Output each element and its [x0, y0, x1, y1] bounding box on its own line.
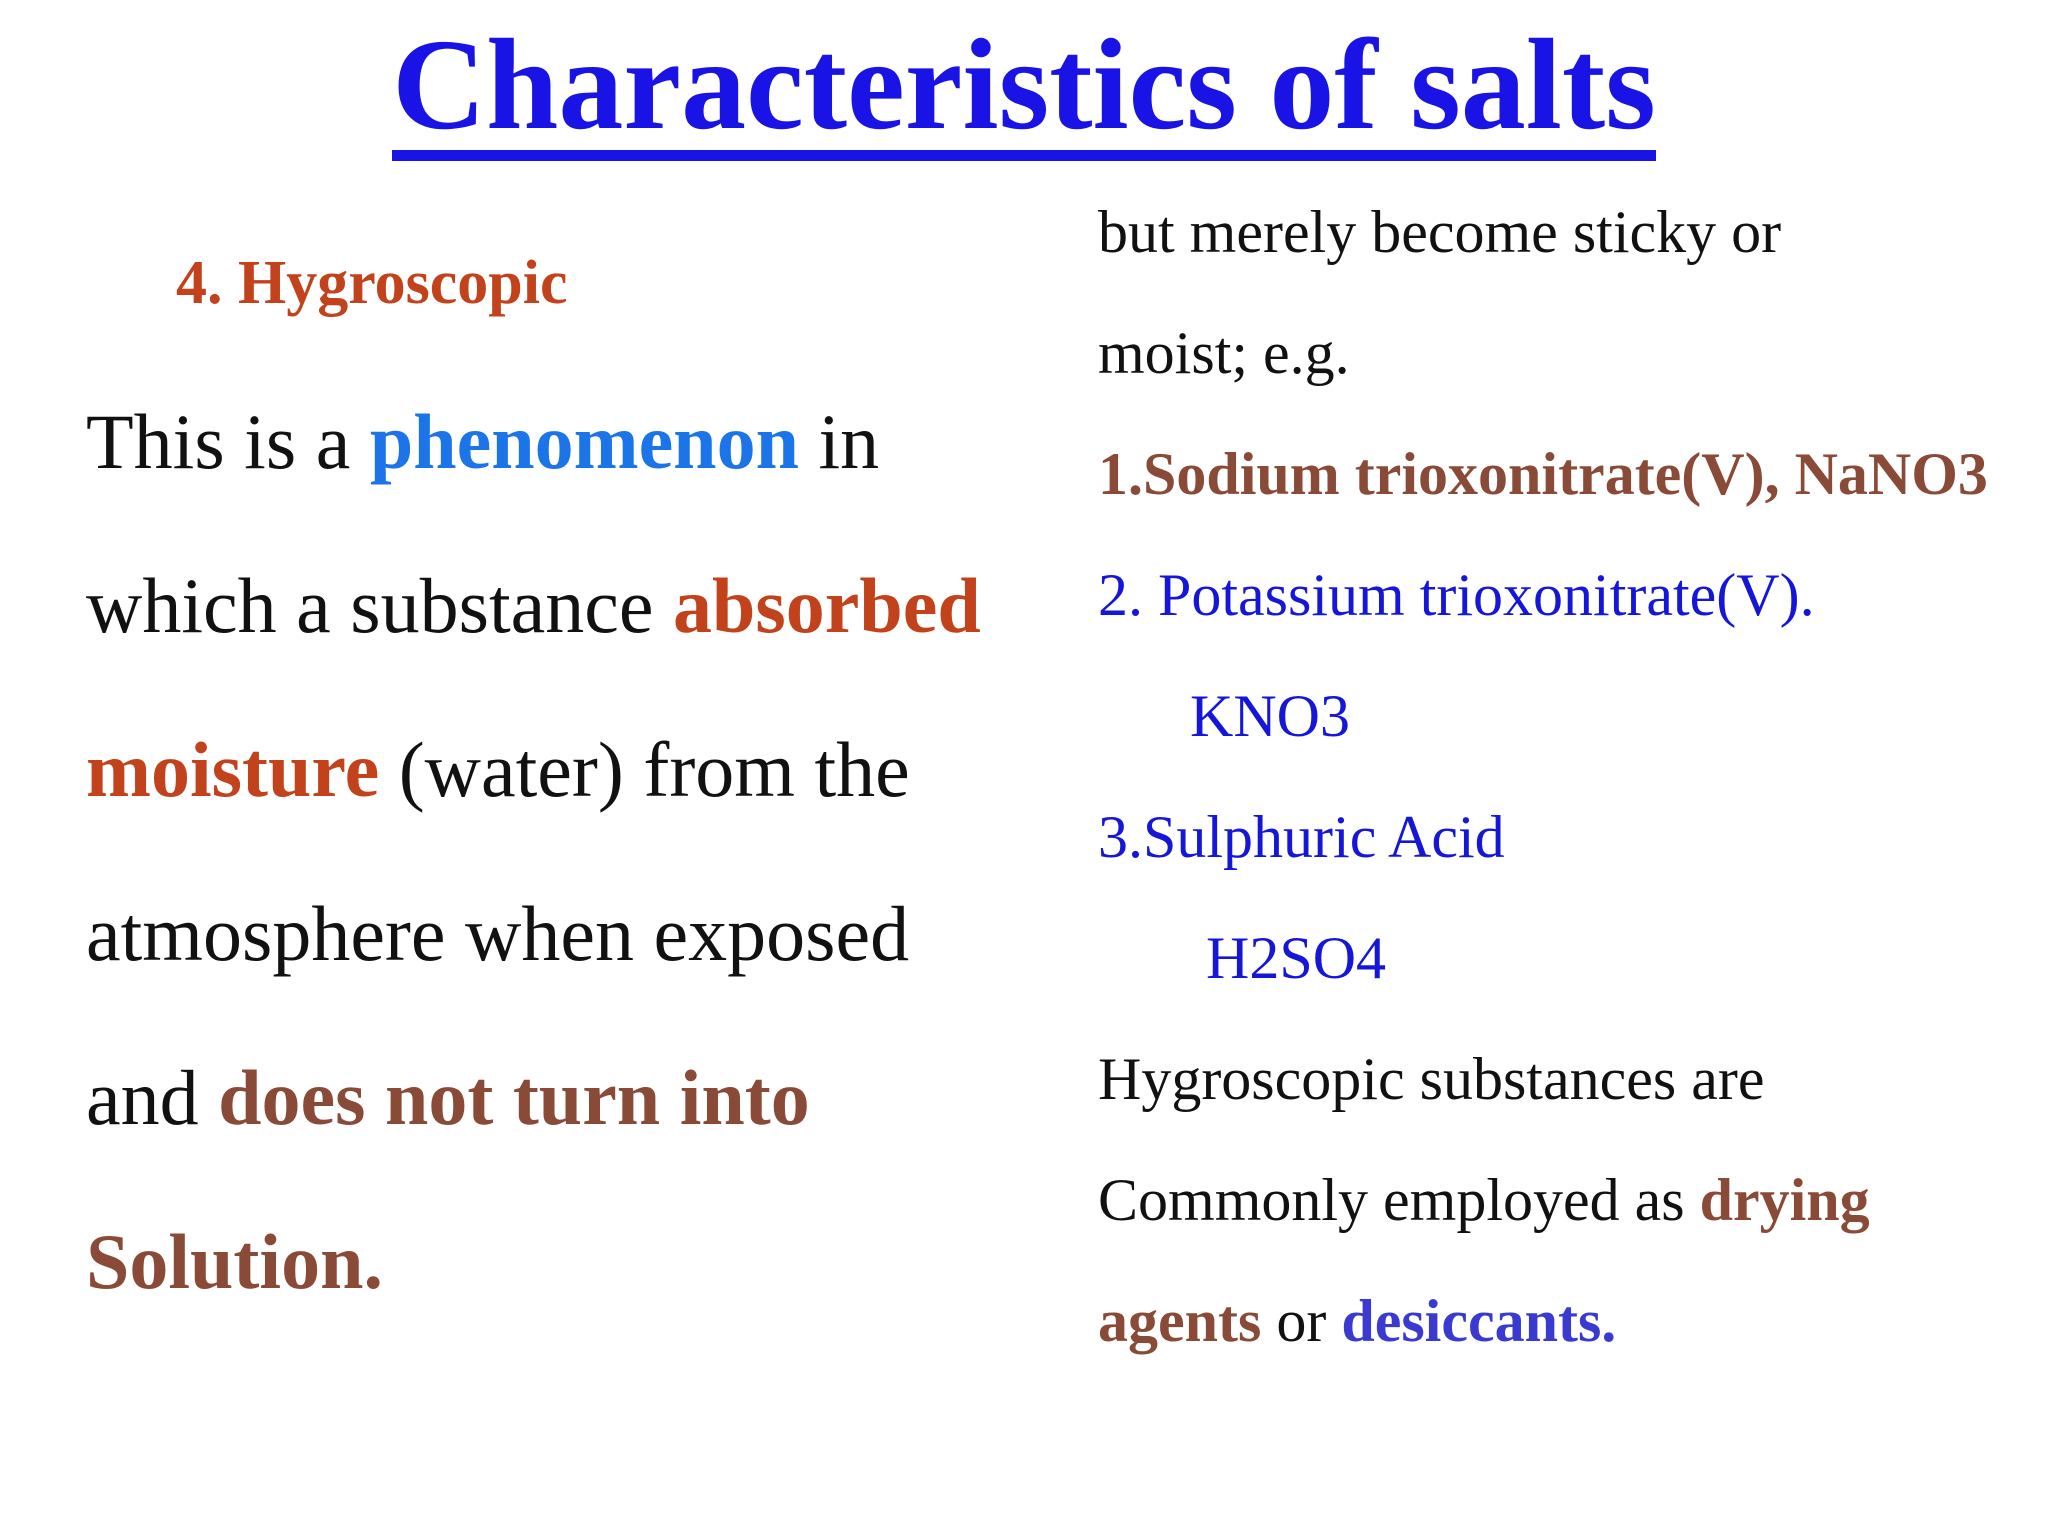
example-3: 3.Sulphuric Acid — [1098, 804, 1505, 870]
slide-title — [0, 14, 2048, 161]
continuation-line-2: moist; e.g. — [1098, 320, 1350, 386]
definition-line-4: atmosphere when exposed — [86, 890, 910, 977]
definition-line-3 — [86, 688, 1046, 852]
keyword-solution: Solution. — [86, 1218, 383, 1305]
examples-column — [1098, 172, 2038, 1382]
conclusion-line-3 — [1098, 1261, 2038, 1382]
keyword-phenomenon: phenomenon — [369, 398, 799, 485]
keyword-does-not-turn-into: does not turn into — [218, 1054, 810, 1141]
text-run: Commonly employed as — [1098, 1167, 1700, 1233]
text-run: This is a — [86, 398, 370, 485]
example-2-formula: KNO3 — [1190, 683, 1350, 749]
example-3-formula: H2SO4 — [1206, 925, 1387, 991]
definition-line-2 — [86, 524, 1046, 688]
text-run: in — [798, 398, 880, 485]
text-run: (water) from the — [379, 726, 910, 813]
example-2: 2. Potassium trioxonitrate(V). — [1098, 562, 1815, 628]
text-run: or — [1261, 1288, 1342, 1354]
slide-title-text: Characteristics of salts — [392, 20, 1656, 161]
conclusion-line-2 — [1098, 1140, 2038, 1261]
continuation-line-1: but merely become sticky or — [1098, 199, 1782, 265]
definition-paragraph — [86, 360, 1046, 1344]
keyword-agents: agents — [1098, 1288, 1262, 1354]
definition-line-1 — [86, 360, 1046, 524]
text-run: which a substance — [86, 562, 673, 649]
subheading: 4. Hygroscopic — [176, 249, 568, 317]
text-run: and — [86, 1054, 219, 1141]
keyword-moisture: moisture — [86, 726, 380, 813]
keyword-drying: drying — [1699, 1167, 1870, 1233]
conclusion-line-1: Hygroscopic substances are — [1098, 1046, 1765, 1112]
example-1: 1.Sodium trioxonitrate(V), NaNO3 — [1098, 441, 1988, 507]
keyword-absorbed: absorbed — [672, 562, 981, 649]
keyword-desiccants: desiccants. — [1341, 1288, 1617, 1354]
definition-line-5 — [86, 1016, 1046, 1180]
